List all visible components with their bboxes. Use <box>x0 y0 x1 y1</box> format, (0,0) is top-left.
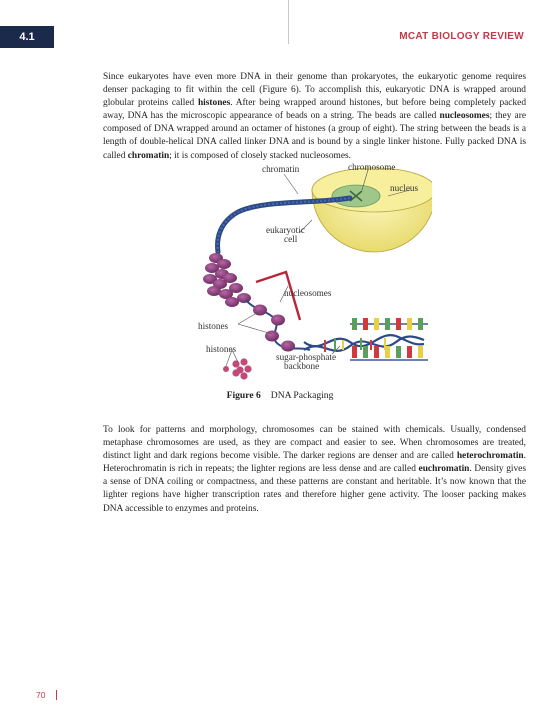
caption-number: Figure 6 <box>226 390 261 401</box>
term-euchromatin: euchromatin <box>418 464 470 475</box>
label-nucleus: nucleus <box>390 183 419 193</box>
label-backbone: backbone <box>284 361 320 371</box>
paragraph-dna-packaging <box>103 71 526 163</box>
histone-octamer <box>223 358 252 379</box>
para1-text-4: ; it is composed of closely stacked nucleosomes. <box>169 150 351 161</box>
label-sugar-phosphate: sugar-phosphate <box>276 352 337 362</box>
para1-text-1: Since eukaryotes have even more DNA in their genome than prokaryotes, the eukaryotic genome requires denser packaging to fit within the cell (Figure 6). To accomplish this, eukaryotic DNA is wrapped around globular proteins called <box>103 72 526 109</box>
paragraph-chromosome-staining <box>103 424 526 516</box>
figure-caption <box>0 390 560 401</box>
label-chromosome: chromosome <box>348 162 396 172</box>
term-nucleosomes: nucleosomes <box>439 111 490 122</box>
eukaryotic-cell <box>312 168 432 252</box>
para2-text-2: . Heterochromatin is rich in repeats; the lighter regions are less dense and are called <box>103 451 526 475</box>
condensed-chromatin <box>203 253 251 307</box>
label-histones-upper: histones <box>198 321 229 331</box>
header-divider <box>288 0 289 44</box>
label-nucleosomes: nucleosomes <box>284 288 332 298</box>
caption-title: DNA Packaging <box>270 390 334 401</box>
label-chromatin: chromatin <box>262 164 300 174</box>
label-cell: cell <box>284 234 298 244</box>
term-histones: histones <box>197 98 231 109</box>
page-number: 70 <box>36 690 46 700</box>
term-chromatin: chromatin <box>127 150 170 161</box>
figure-dna-packaging <box>192 160 432 382</box>
folio-divider <box>56 690 57 700</box>
section-number-tab <box>0 26 54 48</box>
section-number: 4.1 <box>19 31 35 43</box>
nucleus <box>332 185 380 207</box>
label-eukaryotic: eukaryotic <box>266 225 305 235</box>
running-head: MCAT BIOLOGY REVIEW <box>399 31 524 42</box>
term-heterochromatin: heterochromatin <box>456 451 524 462</box>
para1-text-2: . After being wrapped around histones, but before being completely packed away, DNA has the microscopic appearance of beads on a string. The beads are called <box>103 98 527 122</box>
para1-text-3: ; they are composed of DNA wrapped around an octamer of histones (a group of eight). The string between the beads is a length of double-helical DNA called linker DNA and is bound by a single linker histone. Fully packed DNA is called <box>103 111 526 161</box>
para2-text-1: To look for patterns and morphology, chromosomes can be stained with chemicals. Usually, condensed metaphase chromosomes are used, as they are compact and easier to see. When chromosomes are treated, distinct light and dark regions become visible. The darker regions are denser and are called <box>103 425 526 462</box>
beads-on-string <box>246 300 310 352</box>
label-histones-lower: histones <box>206 344 237 354</box>
dna-packaging-diagram <box>192 160 432 382</box>
para2-text-3: . Density gives a sense of DNA coiling or compactness, and these patterns are constant and heritable. It’s now known that the lighter regions have higher transcription rates and therefore higher gene activity. The looser packing makes DNA accessible to enzymes and proteins. <box>103 464 526 514</box>
